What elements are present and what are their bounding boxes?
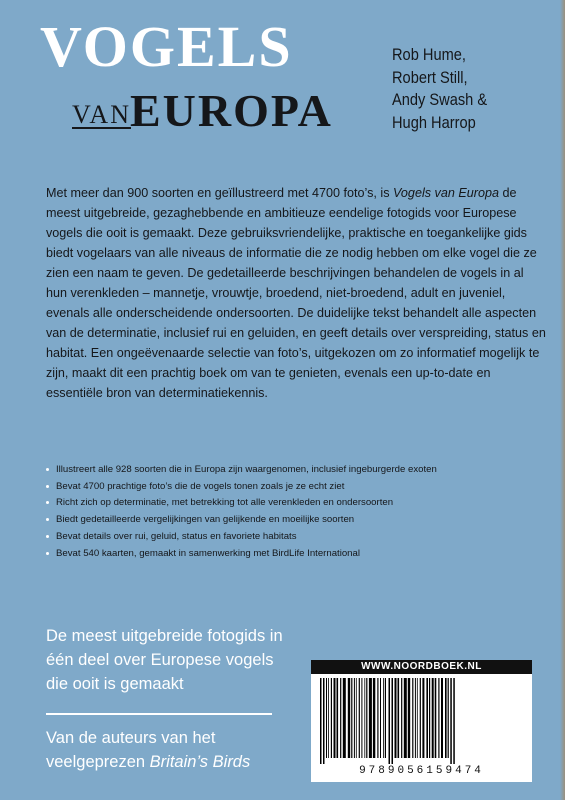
author-3: Andy Swash & — [392, 90, 488, 109]
barcode-bar — [412, 678, 413, 758]
blurb — [46, 183, 546, 403]
barcode-bar — [422, 678, 424, 758]
barcode-bar — [377, 678, 378, 758]
barcode-bar — [331, 678, 332, 758]
barcode-bar — [401, 678, 402, 758]
tagline-primary: De meest uitgebreide fotogids in één deel over Europese vogels die ooit is gemaakt — [46, 627, 283, 693]
author-4: Hugh Harrop — [392, 112, 476, 132]
author-1: Rob Hume, — [392, 45, 466, 64]
barcode-bar — [432, 678, 434, 758]
feature-item: Illustreert alle 928 soorten die in Europa zijn waargenomen, inclusief ingeburgerde exoten — [46, 462, 546, 479]
feature-list — [46, 462, 546, 562]
barcode-bar — [450, 678, 452, 764]
barcode-bar — [320, 678, 322, 764]
barcode-bar — [373, 678, 375, 758]
blurb-part1: Met meer dan 900 soorten en geïllustreerd met 4700 foto’s, is — [46, 186, 393, 200]
barcode-bar — [340, 678, 341, 758]
title-van: VAN — [72, 100, 131, 129]
barcode-bar — [398, 678, 400, 758]
barcode-bar — [354, 678, 355, 758]
barcode-bar — [441, 678, 443, 758]
feature-item: Biedt gedetailleerde vergelijkingen van gelijkende en moeilijke soorten — [46, 512, 546, 529]
barcode-bar — [356, 678, 357, 758]
barcode-bar — [323, 678, 325, 764]
barcode-icon — [318, 678, 525, 764]
tagline-secondary-italic: Britain’s Birds — [149, 753, 251, 771]
feature-item: Bevat 4700 prachtige foto’s die de vogels tonen zoals je ze echt ziet — [46, 479, 546, 496]
barcode-bar — [351, 678, 352, 758]
barcode-bar — [426, 678, 428, 758]
blurb-title-italic: Vogels van Europa — [393, 186, 499, 200]
blurb-paragraph — [46, 183, 546, 403]
publisher-url: WWW.NOORDBOEK.NL — [311, 660, 532, 674]
barcode-bar — [328, 678, 329, 758]
blurb-part2: de meest uitgebreide, gezaghebbende en ambitieuze eendelige fotogids voor Europese vogels die ooit is gemaakt. Deze gebruiksvriendelijke, praktische en toegankelijke gids biedt vogelaars van alle niveaus de informatie die ze nodig hebben om elke vogel die ze zien een naam te geven. De gedetailleerde beschrijvingen behandelen de vogels in al hun verenkleden – mannetje, vrouwtje, broedend, niet-broedend, adult en juveniel, evenals alle onderscheidende ondersoorten. De duidelijke tekst behandelt alle aspecten van de determinatie, inclusief rui en geluiden, en geeft details over verspreiding, status en habitat. Een ongeëvenaarde selectie van foto’s, uitgekozen om zo informatief mogelijk te zijn, maakt dit een prachtig boek om van te genieten, evenals een up-to-date en essentiële bron van determinatiekennis. — [46, 186, 546, 400]
barcode-bar — [364, 678, 365, 758]
barcode-bar — [343, 678, 346, 758]
barcode-bar — [445, 678, 447, 758]
divider — [46, 713, 272, 715]
feature-item: Bevat details over rui, geluid, status en favoriete habitats — [46, 529, 546, 546]
title-europa: EUROPA — [130, 85, 333, 136]
barcode-bar — [415, 678, 416, 758]
title-vogels: VOGELS — [40, 14, 293, 79]
barcode-bar — [435, 678, 437, 758]
barcode-bar — [369, 678, 372, 758]
barcode-bar — [389, 678, 391, 764]
barcode-bar — [417, 678, 418, 758]
barcode-bar — [429, 678, 430, 758]
authors — [392, 44, 487, 134]
barcode-bar — [366, 678, 367, 758]
barcode-bar — [385, 678, 386, 758]
barcode-bar — [395, 678, 397, 758]
spine-edge — [560, 0, 565, 800]
barcode-bar — [337, 678, 339, 758]
barcode-bar — [359, 678, 360, 758]
barcode-bar — [408, 678, 410, 758]
barcode-bar — [348, 678, 350, 758]
author-2: Robert Still, — [392, 67, 468, 87]
barcode-bar — [438, 678, 439, 758]
feature-item: Bevat 540 kaarten, gemaakt in samenwerking met BirdLife International — [46, 546, 546, 563]
barcode-bar — [404, 678, 407, 758]
barcode-bar — [420, 678, 421, 758]
tagline-secondary — [46, 726, 296, 774]
barcode-bar — [453, 678, 455, 764]
barcode-bar — [380, 678, 381, 758]
barcode-bar — [361, 678, 362, 758]
isbn-number: 9789056159474 — [359, 765, 484, 777]
tagline-secondary-text: Van de auteurs van het veelgeprezen — [46, 729, 216, 771]
barcode-bar — [448, 678, 449, 758]
barcode-bar — [383, 678, 384, 758]
barcode-bar — [334, 678, 336, 758]
feature-item: Richt zich op determinatie, met betrekking tot alle verenkleden en ondersoorten — [46, 495, 546, 512]
barcode-bar — [326, 678, 327, 758]
barcode-bar — [392, 678, 394, 764]
